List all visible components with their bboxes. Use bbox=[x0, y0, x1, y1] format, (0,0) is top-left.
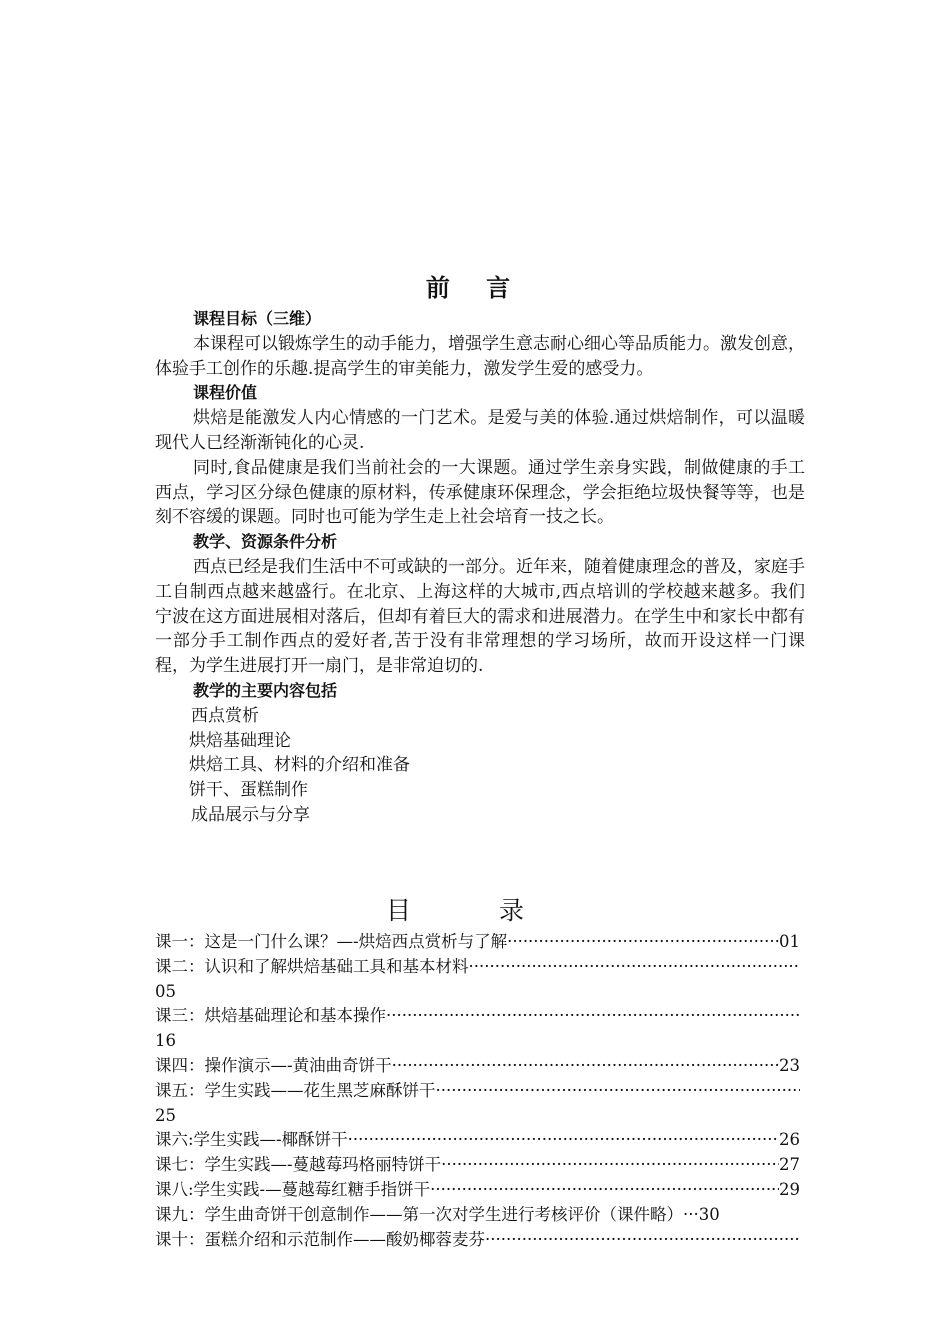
paragraph-goals: 本课程可以锻炼学生的动手能力，增强学生意志耐心细心等品质能力。激发创意，体验手工创作的乐趣.提高学生的审美能力，激发学生爱的感受力。 bbox=[155, 333, 805, 379]
section-heading-content: 教学的主要内容包括 bbox=[193, 680, 338, 700]
toc-entry-8[interactable]: 课八:学生实践-—蔓越莓红糖手指饼干 ····· 29 bbox=[155, 1178, 800, 1203]
toc-entry-3[interactable]: 课三：烘焙基础理论和基本操作 ····· bbox=[155, 1004, 800, 1029]
toc-entry-4[interactable]: 课四：操作演示—-黄油曲奇饼干 ····· 23 bbox=[155, 1054, 800, 1079]
paragraph-value-1: 烘焙是能激发人内心情感的一门艺术。是爱与美的体验.通过烘焙制作，可以温暖现代人已经渐渐钝化的心灵. bbox=[155, 408, 805, 453]
paragraph-value-2: 同时,食品健康是我们当前社会的一大课题。通过学生亲身实践，制做健康的手工西点，学习区分绿色健康的原材料，传承健康环保理念，学会拒绝垃圾快餐等等，也是刻不容缓的课题。同时也可能为学生走上社会培育一技之长。 bbox=[155, 457, 805, 528]
toc-entry-10[interactable]: 课十：蛋糕介绍和示范制作——酸奶椰蓉麦芬 ····· bbox=[155, 1228, 800, 1253]
toc-entry-2[interactable]: 课二：认识和了解烘焙基础工具和基本材料 ····· bbox=[155, 955, 800, 980]
toc-entry-5[interactable]: 课五：学生实践——花生黑芝麻酥饼干 ····· bbox=[155, 1079, 800, 1104]
section-heading-goals: 课程目标（三维） bbox=[193, 309, 322, 328]
preface-body bbox=[155, 307, 805, 828]
toc-entry-5-page: 25 bbox=[155, 1105, 176, 1125]
paragraph-analysis: 西点已经是我们生活中不可或缺的一部分。近年来，随着健康理念的普及，家庭手工自制西点越来越盛行。在北京、上海这样的大城市,西点培训的学校越来越多。我们宁波在这方面进展相对落后，但却有着巨大的需求和进展潜力。在学生中和家长中都有一部分手工制作西点的爱好者,苦于没有非常理想的学习场所，故而开设这样一门课程，为学生进展打开一扇门，是非常迫切的. bbox=[155, 556, 805, 677]
content-item: 烘焙工具、材料的介绍和准备 bbox=[189, 755, 410, 776]
toc-entry-9[interactable]: 课九：学生曲奇饼干创意制作——第一次对学生进行考核评价（课件略） ··· 30 bbox=[155, 1204, 720, 1224]
content-item: 烘焙基础理论 bbox=[189, 730, 291, 751]
section-heading-value: 课程价值 bbox=[193, 383, 258, 403]
toc-entry-1[interactable]: 课一：这是一门什么课？—-烘焙西点赏析与了解 ····· 01 bbox=[155, 930, 800, 955]
table-of-contents bbox=[155, 930, 800, 1252]
toc-entry-7[interactable]: 课七：学生实践—-蔓越莓玛格丽特饼干 ····· 27 bbox=[155, 1153, 800, 1178]
toc-entry-2-page: 05 bbox=[155, 981, 176, 1001]
toc-entry-6[interactable]: 课六:学生实践—-椰酥饼干 ····· 26 bbox=[155, 1128, 800, 1153]
preface-title: 前 言 bbox=[425, 274, 525, 302]
section-heading-analysis: 教学、资源条件分析 bbox=[193, 532, 338, 552]
toc-title: 目 录 bbox=[386, 896, 564, 925]
content-item: 成品展示与分享 bbox=[191, 804, 310, 825]
toc-entry-3-page: 16 bbox=[155, 1031, 176, 1051]
content-item: 饼干、蛋糕制作 bbox=[189, 780, 308, 801]
content-item: 西点赏析 bbox=[191, 705, 259, 726]
